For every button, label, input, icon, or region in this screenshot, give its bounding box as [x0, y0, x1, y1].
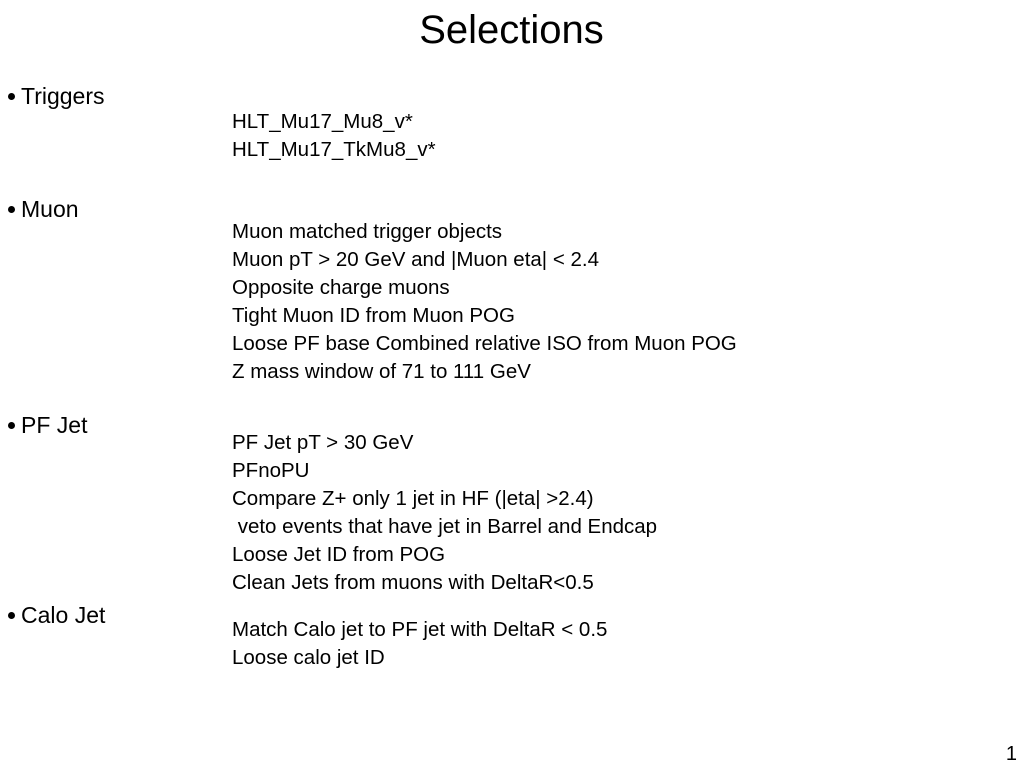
section-heading-label: Calo Jet	[21, 602, 106, 628]
list-item: Loose calo jet ID	[232, 646, 385, 669]
list-item: PF Jet pT > 30 GeV	[232, 431, 414, 454]
list-item: Opposite charge muons	[232, 276, 450, 299]
section-heading-label: Triggers	[21, 83, 105, 109]
section-heading-label: Muon	[21, 196, 79, 222]
section-heading-calo-jet	[8, 601, 105, 629]
list-item: Match Calo jet to PF jet with DeltaR < 0.5	[232, 618, 608, 641]
section-heading-triggers	[8, 82, 105, 110]
section-heading-pf-jet	[8, 411, 87, 439]
pf-jet-list	[232, 429, 657, 597]
list-item: veto events that have jet in Barrel and Endcap	[232, 515, 658, 538]
list-item: Compare Z+ only 1 jet in HF (|eta| >2.4)	[232, 487, 594, 510]
page-number: 1	[1005, 743, 1017, 765]
calo-jet-list	[232, 616, 607, 672]
slide-title: Selections	[419, 8, 604, 52]
list-item: HLT_Mu17_Mu8_v*	[232, 110, 413, 133]
bullet-icon	[8, 612, 15, 619]
list-item: Loose PF base Combined relative ISO from Muon POG	[232, 332, 737, 355]
bullet-icon	[8, 422, 15, 429]
list-item: Tight Muon ID from Muon POG	[232, 304, 515, 327]
list-item: HLT_Mu17_TkMu8_v*	[232, 138, 436, 161]
list-item: Clean Jets from muons with DeltaR<0.5	[232, 571, 594, 594]
list-item: Muon matched trigger objects	[232, 220, 503, 243]
list-item: Loose Jet ID from POG	[232, 543, 446, 566]
section-heading-muon	[8, 195, 79, 223]
muon-list	[232, 218, 737, 386]
list-item: Z mass window of 71 to 111 GeV	[232, 360, 531, 383]
bullet-icon	[8, 206, 15, 213]
list-item: PFnoPU	[232, 459, 310, 482]
list-item: Muon pT > 20 GeV and |Muon eta| < 2.4	[232, 248, 599, 271]
bullet-icon	[8, 93, 15, 100]
triggers-list	[232, 108, 436, 164]
section-heading-label: PF Jet	[21, 412, 88, 438]
